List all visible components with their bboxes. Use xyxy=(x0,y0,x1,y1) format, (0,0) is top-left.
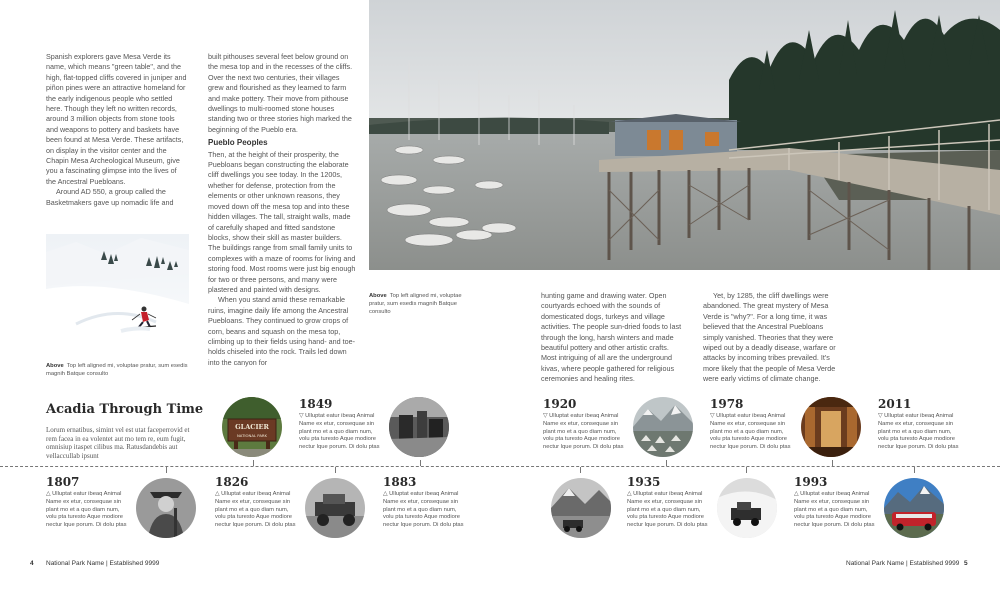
event-marker: ▽ xyxy=(878,413,883,419)
timeline-title: Acadia Through Time xyxy=(46,402,204,417)
footer-text: National Park Name | Established 9999 xyxy=(46,560,160,567)
timeline-year: 1978 xyxy=(710,397,744,411)
paragraph: When you stand amid these remarkable ruins, imagine daily life among the Ancestral Puebloans. They continued to grow crops of corn, beans and squash on the mesa top, climbing up to their fields using hand- and toe-holds chiseled into the rock. Trails led down into the canyon for xyxy=(208,295,356,367)
timeline-tick xyxy=(166,467,167,473)
timeline-event-text xyxy=(543,413,625,452)
timeline-photo-1849 xyxy=(222,397,282,457)
skier-photo xyxy=(46,234,189,353)
timeline-event-text xyxy=(878,413,960,452)
timeline-year: 1920 xyxy=(543,397,577,411)
timeline-event-text xyxy=(383,491,465,530)
timeline-year: 1849 xyxy=(299,397,333,411)
skier-image xyxy=(46,234,189,353)
timeline-tick xyxy=(335,467,336,473)
paragraph: hunting game and drawing water. Open courtyards echoed with the sounds of domesticated dogs, turkeys and village activities. The people sun-dried foods to last through the long, harsh winters and made beautiful pottery and other artistic crafts. Most intriguing of all are the underground kivas, where people gathered for religious ceremonies and healing rites. xyxy=(541,291,682,384)
caption-label: Above xyxy=(369,293,387,299)
timeline-event-text xyxy=(794,491,876,530)
timeline-tick xyxy=(914,467,915,473)
timeline-event-text xyxy=(710,413,792,452)
timeline-intro: Lorum ernatibus, simint vel est utat faceperrovid et rem facea in ea volentet aut mo tem re, eum fugit, omnisiup itaspet cilibus ma. Ratusdandebis aut vellaccullab ipsunt xyxy=(46,426,190,460)
article-column-2 xyxy=(208,52,356,368)
photo-caption xyxy=(369,292,469,316)
event-description: Ulluptat eatur ibeaq Animal Name ex etur, consequae sin plant mo et a quo diam num, volu pta turesto Aque modiore nectur lque porum. Di dolu ptas xyxy=(215,491,296,529)
timeline-tick xyxy=(420,460,421,466)
event-marker: △ xyxy=(627,491,632,497)
timeline-photo-1807 xyxy=(136,478,196,538)
caption-text: Top left aligned mi, voluptae pratur, sum esedis magnih Batque consulto xyxy=(46,363,188,377)
sign-text-1: GLACIER xyxy=(235,423,269,431)
snowy-vehicle-image xyxy=(717,478,777,538)
timeline-event-text xyxy=(215,491,297,530)
paragraph: built pithouses several feet below ground on the mesa top and in the recesses of the cliffs. Over the next two centuries, their villages grew and flourished as they learned to farm and make pottery. Their move from pithouse dwellings to multi-roomed stone houses standing two or three stories high marked the beginning of the Pueblo era. xyxy=(208,52,353,134)
event-description: Ulluptat eatur ibeaq Animal Name ex etur, consequae sin plant mo et a quo diam num, volu pta turesto Aque modiore nectur lque porum. Di dolu ptas xyxy=(383,491,464,529)
paragraph: Spanish explorers gave Mesa Verde its name, which means "green table", and the high, flat-topped cliffs covered in juniper and piñon pines were an attractive homeland for the early indigenous people who settled here. Though they left no written records, around 3 million objects from stone tools and weapons to pottery and baskets have been found at Mesa Verde. These artifacts, on display in the visitor center and the Chapin Mesa Archeological Museum, give you a fascinating glimpse into the lives of the Ancestral Puebloans. xyxy=(46,52,187,186)
timeline-event-text xyxy=(627,491,709,530)
timeline-photo-ruins xyxy=(389,397,449,457)
timeline-year: 1993 xyxy=(794,475,828,489)
lodge-interior-image xyxy=(801,397,861,457)
timeline-photo-1993 xyxy=(717,478,777,538)
timeline-event-text xyxy=(46,491,128,530)
timeline-photo-1978 xyxy=(801,397,861,457)
timeline-tick xyxy=(253,460,254,466)
harbor-pier-image xyxy=(369,0,1000,270)
timeline-tick xyxy=(666,460,667,466)
timeline-event-text xyxy=(299,413,381,452)
photo-caption xyxy=(46,362,191,378)
article-column-3 xyxy=(541,291,683,385)
timeline-year: 1883 xyxy=(383,475,417,489)
ruins-bw-image xyxy=(389,397,449,457)
timeline-photo-1935 xyxy=(551,478,611,538)
event-marker: △ xyxy=(383,491,388,497)
page-number: 5 xyxy=(964,560,968,567)
timeline-year: 1935 xyxy=(627,475,661,489)
timeline-tick xyxy=(746,467,747,473)
sign-text-2: NATIONAL PARK xyxy=(236,433,268,438)
timeline-photo-1920 xyxy=(633,397,693,457)
event-marker: ▽ xyxy=(543,413,548,419)
timeline-year: 1807 xyxy=(46,475,80,489)
event-marker: ▽ xyxy=(710,413,715,419)
caption-text: Top left aligned mi, voluptae pratur, sum esedis magnih Batque consulto xyxy=(369,293,462,315)
timeline-axis xyxy=(0,466,1000,467)
vintage-car-image xyxy=(305,478,365,538)
section-heading: Pueblo Peoples xyxy=(208,138,268,148)
event-description: Ulluptat eatur ibeaq Animal Name ex etur, consequae sin plant mo et a quo diam num, volu pta turesto Aque modiore nectur lque porum. Di dolu ptas xyxy=(710,413,791,451)
article-column-4 xyxy=(703,291,845,385)
man-portrait-image xyxy=(136,478,196,538)
event-description: Ulluptat eatur ibeaq Animal Name ex etur, consequae sin plant mo et a quo diam num, volu pta turesto Aque modiore nectur lque porum. Di dolu ptas xyxy=(299,413,380,451)
event-marker: ▽ xyxy=(299,413,304,419)
timeline-photo-red-bus xyxy=(884,478,944,538)
event-description: Ulluptat eatur ibeaq Animal Name ex etur, consequae sin plant mo et a quo diam num, volu pta turesto Aque modiore nectur lque porum. Di dolu ptas xyxy=(46,491,127,529)
caption-label: Above xyxy=(46,363,64,369)
timeline-photo-1826 xyxy=(305,478,365,538)
event-description: Ulluptat eatur ibeaq Animal Name ex etur, consequae sin plant mo et a quo diam num, volu pta turesto Aque modiore nectur lque porum. Di dolu ptas xyxy=(878,413,959,451)
footer-text: National Park Name | Established 9999 xyxy=(846,560,960,567)
event-marker: △ xyxy=(46,491,51,497)
event-description: Ulluptat eatur ibeaq Animal Name ex etur, consequae sin plant mo et a quo diam num, volu pta turesto Aque modiore nectur lque porum. Di dolu ptas xyxy=(627,491,708,529)
page-number: 4 xyxy=(30,560,34,567)
timeline-year: 2011 xyxy=(878,397,912,411)
timeline-tick xyxy=(832,460,833,466)
timeline-year: 1826 xyxy=(215,475,249,489)
paragraph: Then, at the height of their prosperity, the Puebloans began constructing the elaborate cliff dwellings you see today. In the 1200s, whether for defense, protection from the elements or other unknown reasons, they moved down off the mesa top and into these hidden villages. The tall, straight walls, made of carefully shaped and fitted sandstone blocks, show their skill as master builders. The buildings range from small family units to complexes with a maze of rooms for living and storing food. Most rooms were just big enough for two or three persons, and many were plastered and painted with designs. xyxy=(208,149,356,294)
red-bus-image xyxy=(884,478,944,538)
paragraph: Yet, by 1285, the cliff dwellings were abandoned. The great mystery of Mesa Verde is "why?". For a long time, it was believed that the Ancestral Puebloans simply vanished. Theories that they were wiped out by a deadly disease, warfare or attacks by incoming tribes prevailed. It's more likely that the people of Mesa Verde were early victims of climate change. xyxy=(703,291,836,384)
mountain-road-image xyxy=(551,478,611,538)
event-marker: △ xyxy=(215,491,220,497)
paragraph: Around AD 550, a group called the Basketmakers gave up nomadic life and xyxy=(46,187,174,207)
timeline-tick xyxy=(580,467,581,473)
glacier-sign-image xyxy=(222,397,282,457)
article-column-1 xyxy=(46,52,188,208)
harbor-photo xyxy=(369,0,1000,270)
mountain-camp-image xyxy=(633,397,693,457)
event-description: Ulluptat eatur ibeaq Animal Name ex etur, consequae sin plant mo et a quo diam num, volu pta turesto Aque modiore nectur lque porum. Di dolu ptas xyxy=(543,413,624,451)
event-description: Ulluptat eatur ibeaq Animal Name ex etur, consequae sin plant mo et a quo diam num, volu pta turesto Aque modiore nectur lque porum. Di dolu ptas xyxy=(794,491,875,529)
event-marker: △ xyxy=(794,491,799,497)
